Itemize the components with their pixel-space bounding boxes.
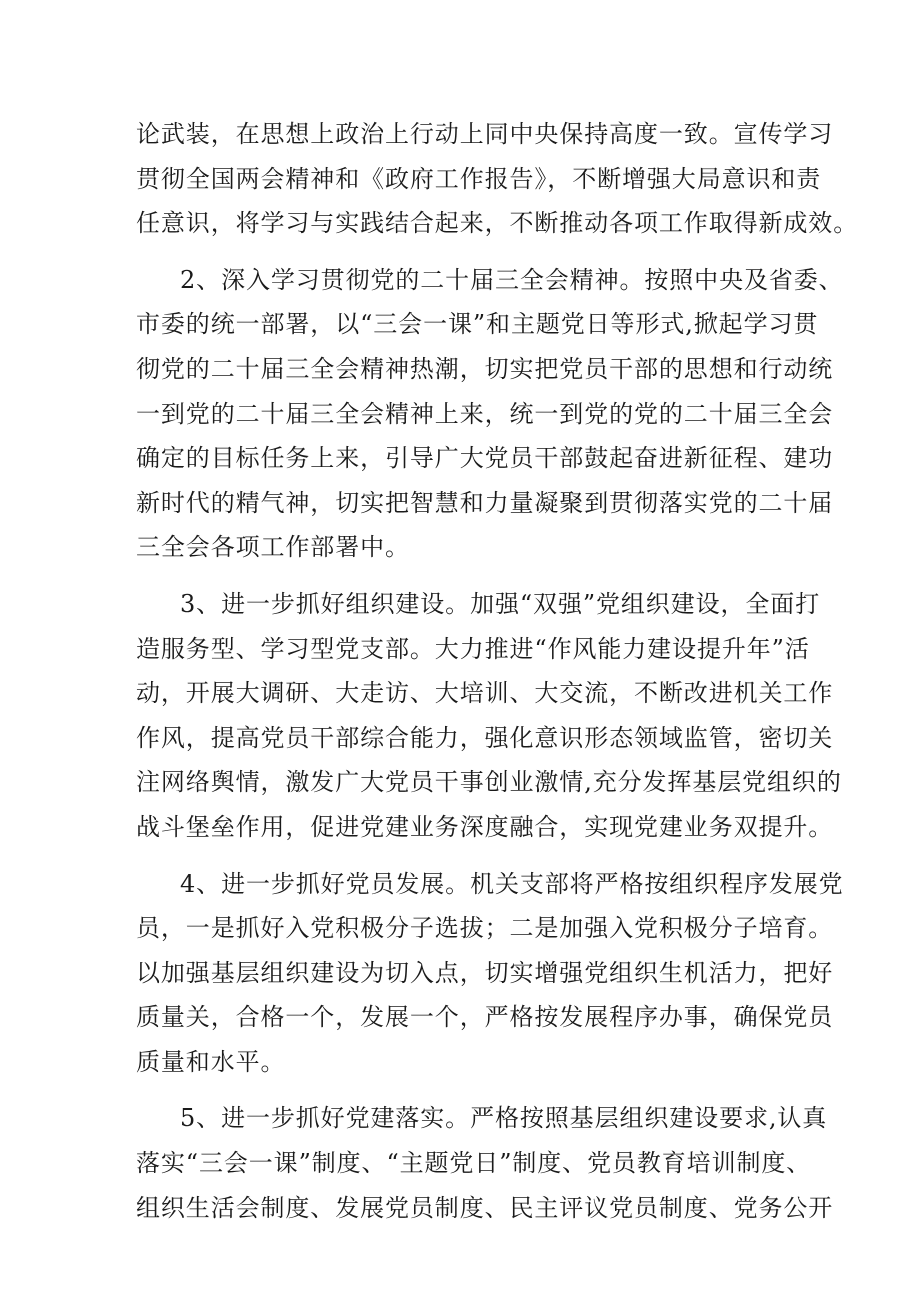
text-line: 新时代的精气神，切实把智慧和力量凝聚到贯彻落实党的二十届 [136,488,834,517]
text-line: 动，开展大调研、大走访、大培训、大交流，不断改进机关工作 [136,679,834,708]
text-line: 造服务型、学习型党支部。大力推进“作风能力建设提升年”活 [136,634,810,663]
paragraph-1 [136,112,859,246]
text-line: 组织生活会制度、发展党员制度、民主评议党员制度、党务公开 [136,1193,834,1222]
text-line: 贯彻全国两会精神和《政府工作报告》，不断增强大局意识和责 [136,164,822,193]
paragraph-5 [136,1096,834,1230]
text-line: 任意识，将学习与实践结合起来，不断推动各项工作取得新成效。 [136,209,859,238]
text-line: 彻党的二十届三全会精神热潮，切实把党员干部的思想和行动统 [136,354,834,383]
text-line: 战斗堡垒作用，促进党建业务深度融合，实现党建业务双提升。 [136,812,834,841]
text-line: 落实“三会一课”制度、“主题党日”制度、党员教育培训制度、 [136,1149,812,1178]
paragraph-3 [136,582,842,850]
text-line: 论武装，在思想上政治上行动上同中央保持高度一致。宣传学习 [136,120,834,148]
text-line: 市委的统一部署，以“三会一课”和主题党日等形式,掀起学习贯 [136,310,819,339]
text-line: 注网络舆情，激发广大党员干事创业激情,充分发挥基层党组织的 [136,768,842,797]
text-line: 作风，提高党员干部综合能力，强化意识形态领域监管，密切关 [136,723,834,752]
text-line: 4、进一步抓好党员发展。机关支部将严格按组织程序发展党 [180,869,844,898]
text-line: 5、进一步抓好党建落实。严格按照基层组织建设要求,认真 [180,1104,828,1133]
text-line: 3、进一步抓好组织建设。加强“双强”党组织建设，全面打 [180,589,821,618]
text-line: 以加强基层组织建设为切入点，切实增强党组织生机活力，把好 [136,958,834,987]
text-line: 一到党的二十届三全会精神上来，统一到党的党的二十届三全会 [136,399,834,428]
paragraph-4 [136,862,844,1085]
text-line: 确定的目标任务上来，引导广大党员干部鼓起奋进新征程、建功 [136,444,834,473]
text-line: 2、深入学习贯彻党的二十届三全会精神。按照中央及省委、 [180,265,844,294]
text-line: 员，一是抓好入党积极分子选拔；二是加强入党积极分子培育。 [136,914,834,943]
text-line: 质量和水平。 [136,1047,286,1076]
document-body [136,112,859,1230]
text-line: 质量关，合格一个，发展一个，严格按发展程序办事，确保党员 [136,1003,834,1032]
paragraph-2 [136,258,844,570]
text-line: 三全会各项工作部署中。 [136,533,410,562]
